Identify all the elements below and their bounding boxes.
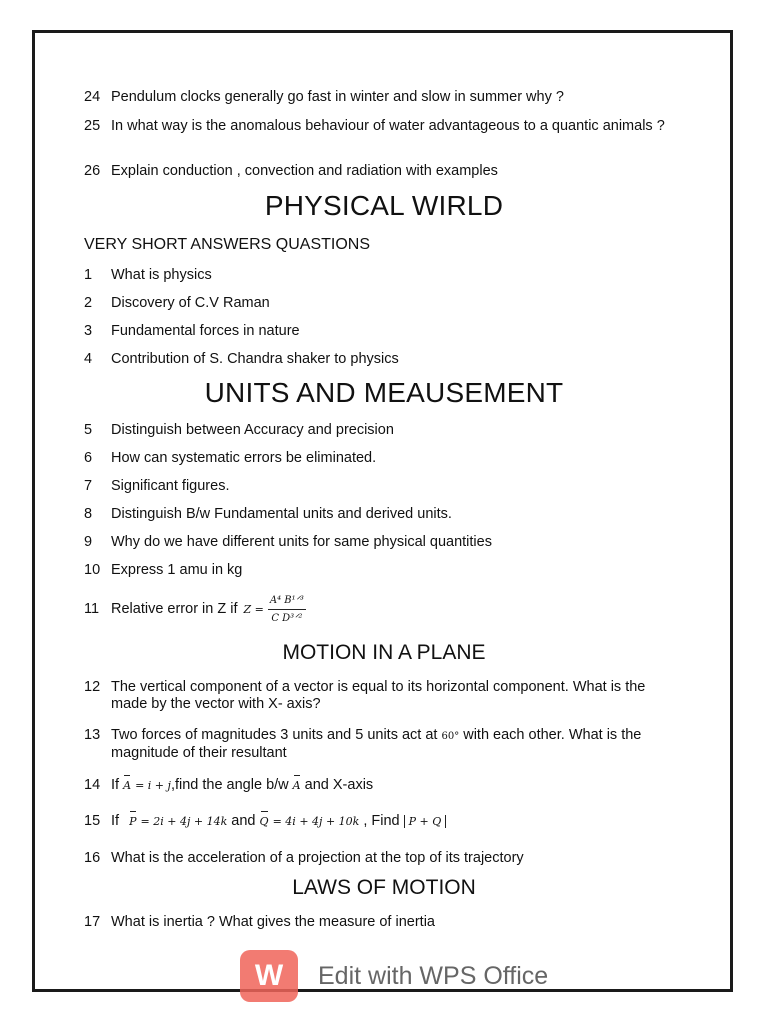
section-title-laws-motion: LAWS OF MOTION: [292, 876, 476, 899]
question-text-a: Two forces of magnitudes 3 units and 5 units act at: [111, 727, 438, 743]
if-label: If: [111, 777, 120, 793]
question-number: 16: [84, 850, 101, 866]
question-text: In what way is the anomalous behaviour of water advantageous to a quantic animals ?: [111, 118, 665, 134]
magnitude-expression: P + Q: [404, 815, 447, 828]
question-text: ,find the angle b/w: [170, 777, 289, 793]
question-number: 5: [84, 422, 93, 438]
question-11: [84, 592, 684, 627]
question-number: 11: [84, 601, 100, 617]
question-15: [84, 813, 684, 830]
question-number: 1: [84, 267, 93, 283]
section-subtitle: VERY SHORT ANSWERS QUASTIONS: [84, 236, 370, 253]
question-10: [84, 562, 684, 579]
question-text: Pendulum clocks generally go fast in winter and slow in summer why ?: [111, 89, 564, 105]
question-number: 17: [84, 914, 101, 930]
question-text: Contribution of S. Chandra shaker to physics: [111, 351, 399, 367]
question-text: Significant figures.: [111, 478, 230, 494]
question-number: 24: [84, 89, 101, 105]
question-17: [84, 914, 684, 931]
question-text: Explain conduction , convection and radiation with examples: [111, 163, 498, 179]
question-number: 3: [84, 323, 93, 339]
question-number: 25: [84, 118, 101, 134]
question-text: The vertical component of a vector is equal to its horizontal component. What is the made by the vector with X- axis?: [111, 679, 646, 712]
question-9: [84, 534, 684, 551]
question-number: 8: [84, 506, 93, 522]
question-5: [84, 422, 684, 439]
vector-p: P: [129, 815, 137, 828]
vector-q-expression: = 4i + 4j + 10k: [272, 815, 360, 828]
question-24: [84, 89, 684, 106]
question-3: [84, 323, 684, 340]
question-26: [84, 163, 684, 180]
formula-denominator: C D³ᐟ²: [271, 613, 303, 624]
question-text: Express 1 amu in kg: [111, 562, 243, 578]
question-number: 2: [84, 295, 93, 311]
question-text: How can systematic errors be eliminated.: [111, 450, 377, 466]
vector-p-expression: = 2i + 4j + 14k: [140, 815, 228, 828]
find-label: , Find: [363, 813, 400, 829]
question-4: [84, 351, 684, 368]
question-text: What is physics: [111, 267, 212, 283]
question-number: 12: [84, 679, 101, 695]
question-text-b: with each other. What is the magnitude of their resultant: [111, 727, 642, 761]
question-6: [84, 450, 684, 467]
question-16: [84, 850, 684, 867]
question-8: [84, 506, 684, 523]
question-text: What is inertia ? What gives the measure of inertia: [111, 914, 435, 930]
wps-watermark: [240, 950, 548, 1002]
question-14: [84, 777, 684, 794]
question-number: 13: [84, 727, 101, 743]
question-text: What is the acceleration of a projection at the top of its trajectory: [111, 850, 524, 866]
vector-a: A: [292, 779, 301, 792]
angle-value: 60°: [441, 731, 460, 742]
section-title-motion-plane: MOTION IN A PLANE: [282, 641, 486, 664]
question-2: [84, 295, 684, 312]
formula-numerator: A⁴ B¹ᐟ³: [268, 592, 306, 610]
question-number: 10: [84, 562, 101, 578]
question-text: Distinguish B/w Fundamental units and derived units.: [111, 506, 452, 522]
question-number: 4: [84, 351, 93, 367]
question-number: 26: [84, 163, 101, 179]
question-number: 6: [84, 450, 93, 466]
if-label: If: [111, 813, 120, 829]
wps-watermark-text: Edit with WPS Office: [318, 961, 549, 990]
and-label: and: [231, 813, 256, 829]
question-12: [84, 679, 684, 713]
section-title-units: UNITS AND MEAUSEMENT: [204, 377, 564, 408]
section-title-physical-world: PHYSICAL WIRLD: [264, 190, 504, 221]
question-number: 7: [84, 478, 93, 494]
question-13: [84, 727, 684, 762]
vector-q: Q: [259, 815, 269, 828]
vector-expression: = i + j: [135, 779, 171, 792]
question-25: [84, 118, 684, 135]
question-number: 9: [84, 534, 93, 550]
question-number: 14: [84, 777, 101, 793]
question-tail: and X-axis: [304, 777, 374, 793]
question-text: Relative error in Z if: [111, 601, 238, 617]
question-text: Discovery of C.V Raman: [111, 295, 270, 311]
wps-logo-icon: W: [240, 950, 298, 1002]
vector-a: A: [123, 779, 132, 792]
formula-lhs: Z =: [243, 603, 264, 616]
question-1: [84, 267, 684, 284]
formula-fraction: [268, 592, 306, 627]
question-7: [84, 478, 684, 495]
question-text: Why do we have different units for same physical quantities: [111, 534, 492, 550]
question-text: Distinguish between Accuracy and precision: [111, 422, 394, 438]
question-number: 15: [84, 813, 101, 829]
question-text: Fundamental forces in nature: [111, 323, 300, 339]
